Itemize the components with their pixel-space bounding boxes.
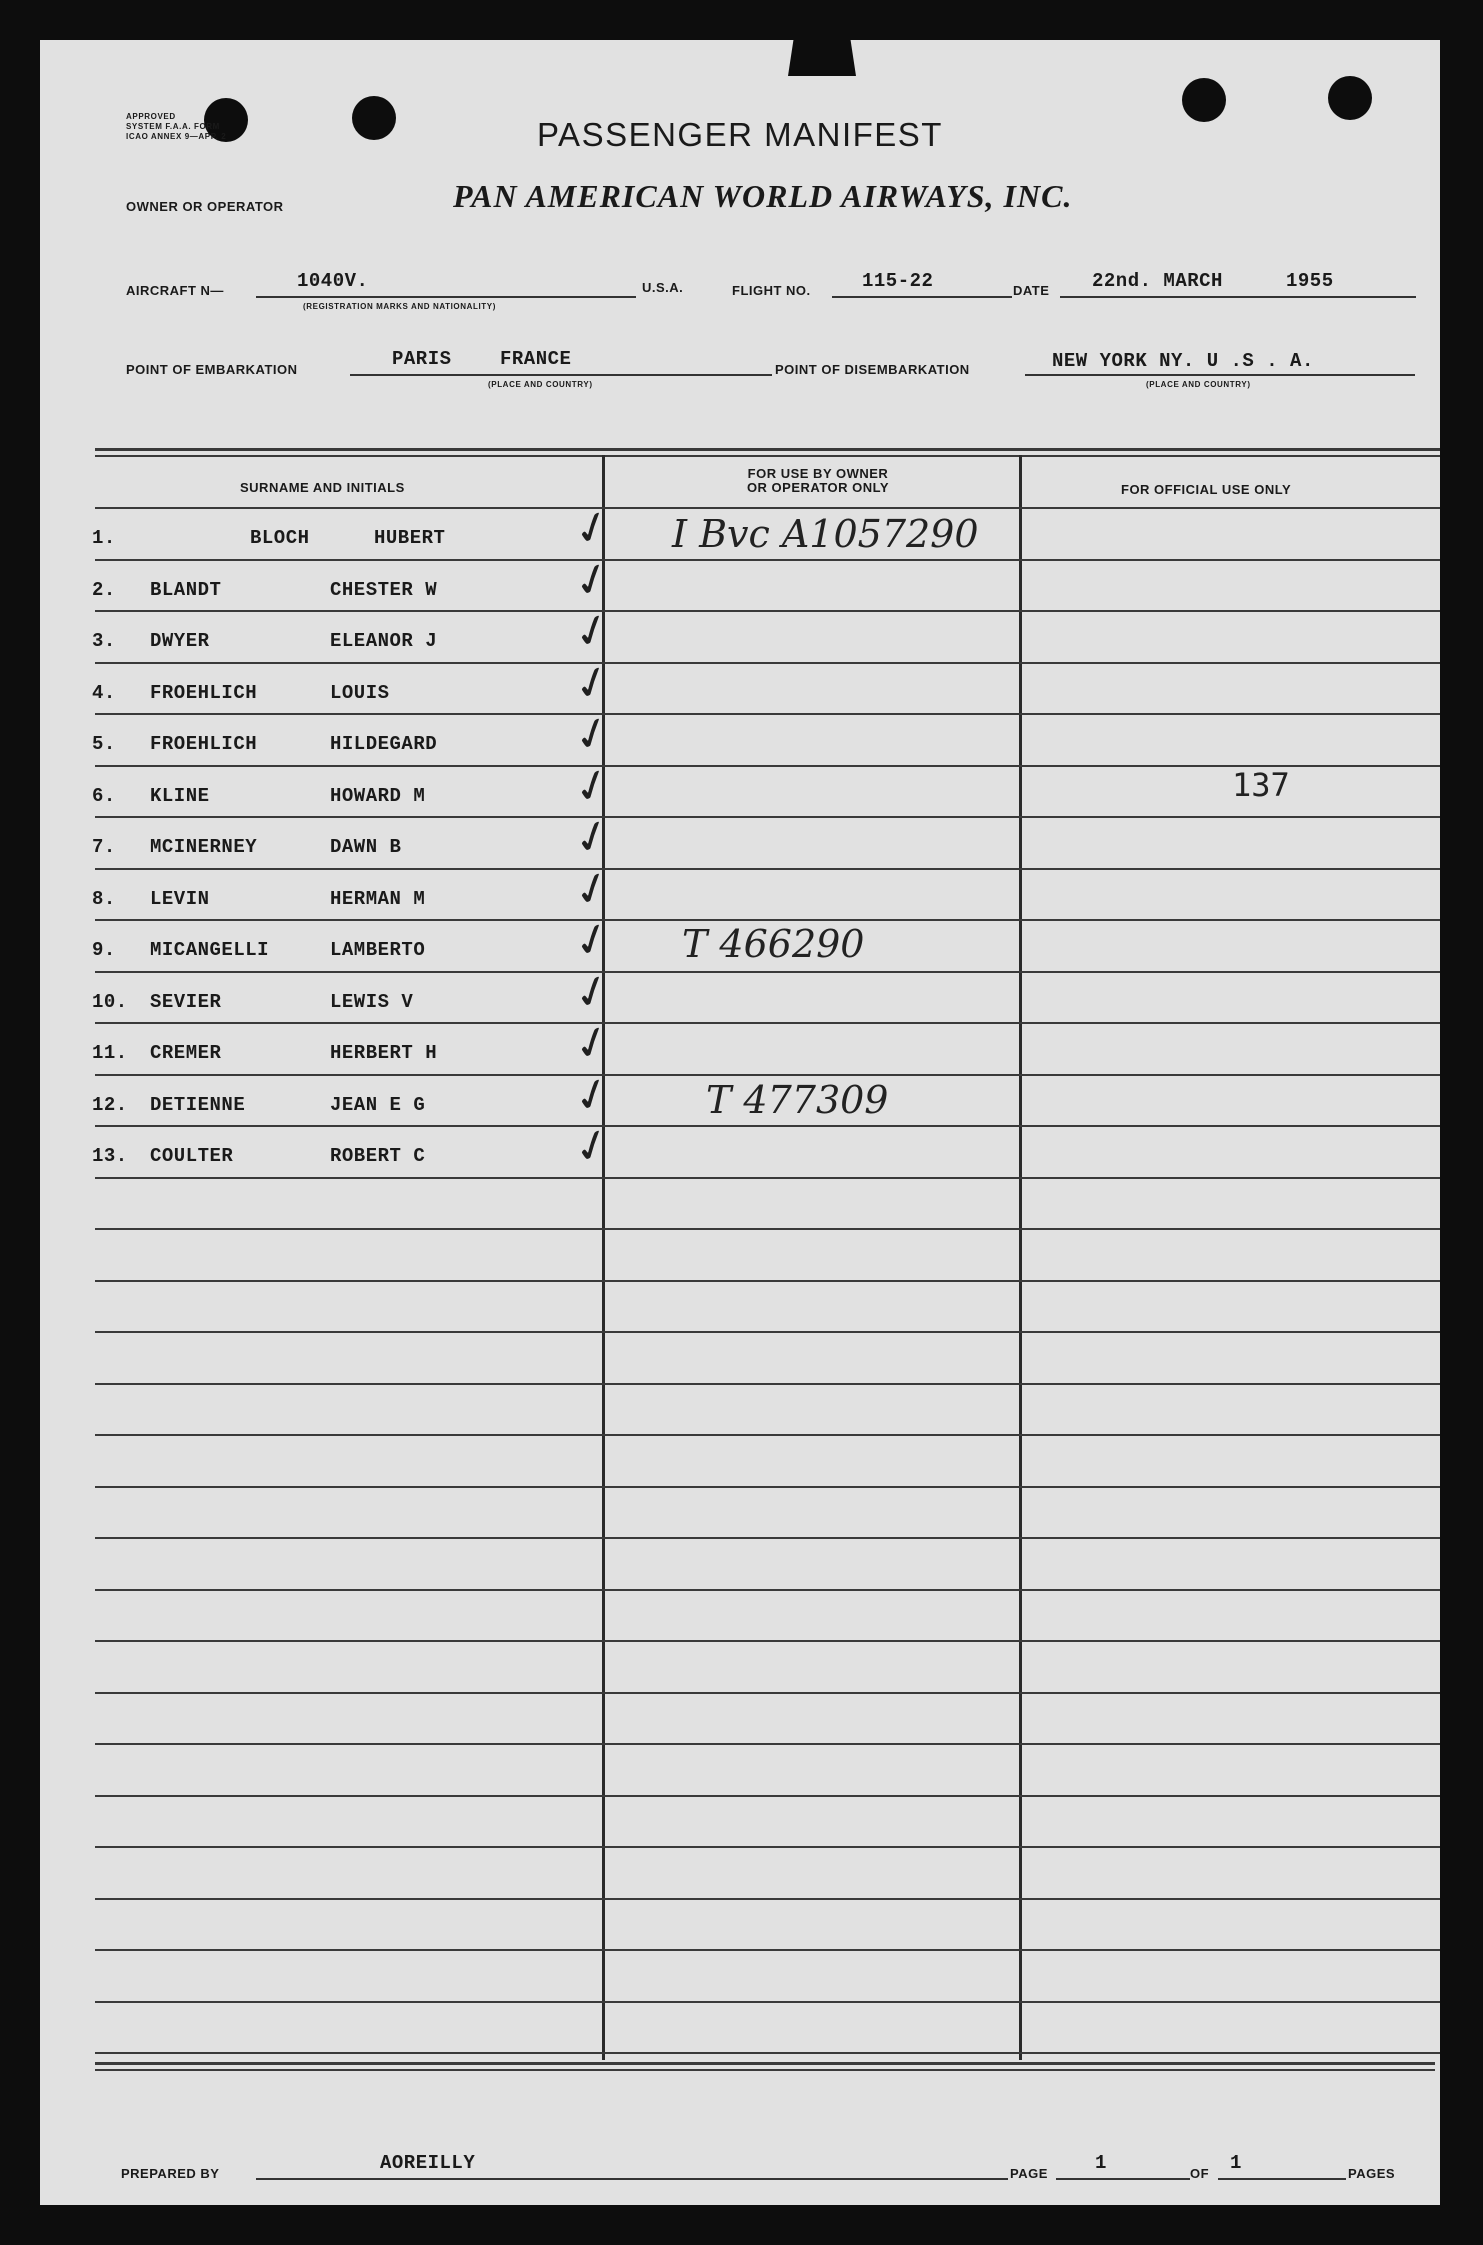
column-header-names: SURNAME AND INITIALS — [240, 480, 405, 495]
row-rule — [95, 1949, 1440, 1951]
passenger-number: 10. — [92, 991, 128, 1013]
official-note: 137 — [1232, 766, 1290, 804]
passenger-surname: COULTER — [150, 1145, 234, 1167]
check-mark-icon: ✓ — [567, 859, 618, 920]
embarkation-sublabel: (PLACE AND COUNTRY) — [488, 380, 593, 389]
aircraft-value: 1040V. — [297, 270, 369, 292]
date-label: DATE — [1013, 283, 1050, 298]
check-mark-icon: ✓ — [567, 498, 618, 559]
table-top-rule — [95, 448, 1440, 451]
row-rule — [95, 2001, 1440, 2003]
row-rule — [95, 662, 1440, 664]
row-rule — [95, 816, 1440, 818]
row-rule — [95, 1331, 1440, 1333]
owner-note-row-9: T 466290 — [682, 922, 865, 966]
row-rule — [95, 919, 1440, 921]
passenger-given-names: HUBERT — [374, 527, 446, 549]
check-mark-icon: ✓ — [567, 1065, 618, 1126]
flight-label: FLIGHT NO. — [732, 283, 811, 298]
check-mark-icon: ✓ — [567, 1116, 618, 1177]
column-header-line: FOR USE BY OWNER — [747, 466, 889, 481]
date-line — [1060, 296, 1416, 298]
row-rule — [95, 1537, 1440, 1539]
prepared-by-line — [256, 2178, 1008, 2180]
check-mark-icon: ✓ — [567, 962, 618, 1023]
passenger-given-names: DAWN B — [330, 836, 402, 858]
check-mark-icon: ✓ — [567, 704, 618, 765]
passenger-surname: SEVIER — [150, 991, 222, 1013]
passenger-given-names: ELEANOR J — [330, 630, 438, 652]
passenger-number: 8. — [92, 888, 116, 910]
passenger-surname: BLOCH — [250, 527, 310, 549]
check-mark-icon: ✓ — [567, 756, 618, 817]
passenger-number: 5. — [92, 733, 116, 755]
row-rule — [95, 1125, 1440, 1127]
of-line — [1218, 2178, 1346, 2180]
date-year: 1955 — [1286, 270, 1334, 292]
row-rule — [95, 1795, 1440, 1797]
paper-notch — [788, 40, 856, 76]
check-mark-icon: ✓ — [567, 601, 618, 662]
row-rule — [95, 2052, 1440, 2054]
passenger-surname: FROEHLICH — [150, 733, 258, 755]
passenger-number: 2. — [92, 579, 116, 601]
table-top-rule — [95, 455, 1440, 457]
disembarkation-sublabel: (PLACE AND COUNTRY) — [1146, 380, 1251, 389]
page-label: PAGE — [1010, 2166, 1048, 2181]
owner-name: PAN AMERICAN WORLD AIRWAYS, INC. — [453, 178, 1073, 214]
row-rule — [95, 1074, 1440, 1076]
pages-label: PAGES — [1348, 2166, 1396, 2181]
row-rule — [95, 507, 1440, 509]
approval-stamp — [126, 112, 226, 142]
row-rule — [95, 868, 1440, 870]
column-header-official-use: FOR OFFICIAL USE ONLY — [1121, 482, 1292, 497]
approval-line: APPROVED — [126, 112, 176, 121]
passenger-given-names: CHESTER W — [330, 579, 438, 601]
check-mark-icon: ✓ — [567, 910, 618, 971]
approval-line: SYSTEM F.A.A. FORM — [126, 122, 220, 131]
passenger-surname: KLINE — [150, 785, 210, 807]
passenger-surname: CREMER — [150, 1042, 222, 1064]
passenger-given-names: ROBERT C — [330, 1145, 426, 1167]
passenger-surname: DETIENNE — [150, 1094, 246, 1116]
embarkation-country: FRANCE — [500, 348, 572, 370]
passenger-given-names: HERMAN M — [330, 888, 426, 910]
passenger-number: 12. — [92, 1094, 128, 1116]
passenger-number: 7. — [92, 836, 116, 858]
row-rule — [95, 1898, 1440, 1900]
row-rule — [95, 971, 1440, 973]
owner-note-row-1: I Bvc A1057290 — [672, 512, 979, 556]
passenger-surname: BLANDT — [150, 579, 222, 601]
of-value: 1 — [1230, 2152, 1242, 2174]
embarkation-place: PARIS — [392, 348, 452, 370]
aircraft-sublabel: (REGISTRATION MARKS AND NATIONALITY) — [303, 302, 496, 311]
prepared-by-label: PREPARED BY — [121, 2166, 220, 2181]
column-header-line: OR OPERATOR ONLY — [746, 480, 890, 495]
disembarkation-value: NEW YORK NY. U .S . A. — [1052, 350, 1314, 372]
passenger-given-names: HOWARD M — [330, 785, 426, 807]
column-divider — [1019, 455, 1022, 2060]
prepared-by-value: AOREILLY — [380, 2152, 476, 2174]
aircraft-line — [256, 296, 636, 298]
passenger-surname: FROEHLICH — [150, 682, 258, 704]
nationality-label: U.S.A. — [642, 280, 684, 295]
disembarkation-label: POINT OF DISEMBARKATION — [775, 362, 970, 377]
row-rule — [95, 1022, 1440, 1024]
table-bottom-rule — [95, 2069, 1435, 2071]
passenger-surname: DWYER — [150, 630, 210, 652]
flight-line — [832, 296, 1012, 298]
passenger-surname: LEVIN — [150, 888, 210, 910]
punch-hole — [1328, 76, 1372, 120]
disembarkation-line — [1025, 374, 1415, 376]
punch-hole — [352, 96, 396, 140]
row-rule — [95, 559, 1440, 561]
passenger-number: 6. — [92, 785, 116, 807]
punch-hole — [1182, 78, 1226, 122]
row-rule — [95, 1383, 1440, 1385]
page-line — [1056, 2178, 1190, 2180]
passenger-given-names: HERBERT H — [330, 1042, 438, 1064]
date-day: 22nd. MARCH — [1092, 270, 1223, 292]
row-rule — [95, 1589, 1440, 1591]
row-rule — [95, 713, 1440, 715]
check-mark-icon: ✓ — [567, 550, 618, 611]
passenger-number: 13. — [92, 1145, 128, 1167]
embarkation-label: POINT OF EMBARKATION — [126, 362, 298, 377]
approval-line: ICAO ANNEX 9—APP. 2 — [126, 132, 227, 141]
passenger-surname: MICANGELLI — [150, 939, 270, 961]
row-rule — [95, 1640, 1440, 1642]
table-bottom-rule — [95, 2062, 1435, 2065]
owner-note-row-12: T 477309 — [706, 1078, 889, 1122]
check-mark-icon: ✓ — [567, 807, 618, 868]
row-rule — [95, 1486, 1440, 1488]
passenger-given-names: LEWIS V — [330, 991, 414, 1013]
row-rule — [95, 1743, 1440, 1745]
passenger-number: 1. — [92, 527, 116, 549]
embarkation-line — [350, 374, 772, 376]
aircraft-label: AIRCRAFT N— — [126, 283, 224, 298]
passenger-number: 9. — [92, 939, 116, 961]
passenger-given-names: LOUIS — [330, 682, 390, 704]
form-title: PASSENGER MANIFEST — [537, 116, 943, 153]
row-rule — [95, 1692, 1440, 1694]
row-rule — [95, 1228, 1440, 1230]
passenger-number: 11. — [92, 1042, 128, 1064]
passenger-surname: MCINERNEY — [150, 836, 258, 858]
passenger-given-names: JEAN E G — [330, 1094, 426, 1116]
page-value: 1 — [1095, 2152, 1107, 2174]
flight-value: 115-22 — [862, 270, 934, 292]
check-mark-icon: ✓ — [567, 653, 618, 714]
passenger-number: 4. — [92, 682, 116, 704]
check-mark-icon: ✓ — [567, 1013, 618, 1074]
row-rule — [95, 1846, 1440, 1848]
row-rule — [95, 1177, 1440, 1179]
passenger-given-names: HILDEGARD — [330, 733, 438, 755]
passenger-number: 3. — [92, 630, 116, 652]
column-header-owner-use — [718, 467, 918, 495]
row-rule — [95, 1434, 1440, 1436]
owner-label: OWNER OR OPERATOR — [126, 199, 284, 214]
row-rule — [95, 610, 1440, 612]
row-rule — [95, 1280, 1440, 1282]
passenger-given-names: LAMBERTO — [330, 939, 426, 961]
of-label: OF — [1190, 2166, 1210, 2181]
